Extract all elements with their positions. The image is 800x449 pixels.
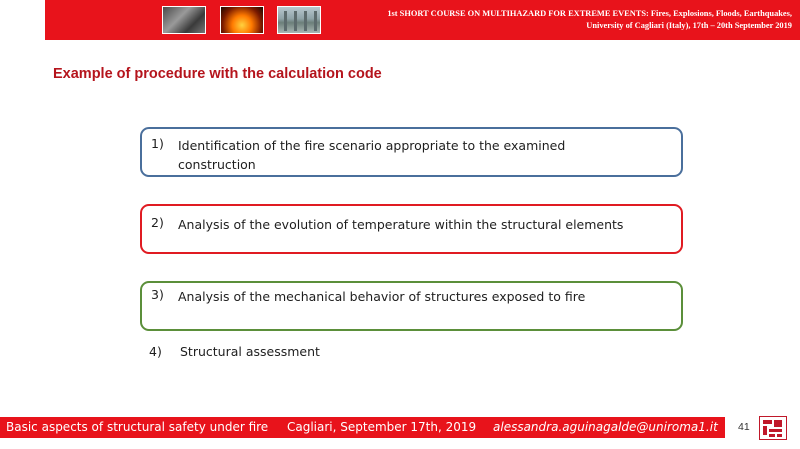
step-text: Identification of the fire scenario appropriate to the examined construction <box>178 138 566 172</box>
step-number: 3) <box>151 287 164 302</box>
wildfire-smoke-image <box>162 6 206 34</box>
step-number: 1) <box>151 136 164 151</box>
step-number: 4) <box>149 344 162 359</box>
step-box-2 <box>140 204 683 254</box>
footer-course-title: Basic aspects of structural safety under fire <box>6 420 269 434</box>
step-4 <box>149 344 320 359</box>
course-title-line-1: 1st SHORT COURSE ON MULTIHAZARD FOR EXTREME EVENTS: Fires, Explosions, Floods, Earthquakes, <box>387 9 792 18</box>
footer-email: alessandra.aguinagalde@uniroma1.it <box>493 420 718 434</box>
header-bar <box>45 0 800 40</box>
step-number: 2) <box>151 215 164 230</box>
page-number: 41 <box>738 421 750 433</box>
step-box-1 <box>140 127 683 177</box>
step-box-3 <box>140 281 683 331</box>
footer-date: Cagliari, September 17th, 2019 <box>287 420 477 434</box>
step-text: Analysis of the evolution of temperature within the structural elements <box>178 217 624 232</box>
footer-bar <box>0 417 725 438</box>
step-text: Analysis of the mechanical behavior of structures exposed to fire <box>178 289 586 304</box>
fire-image <box>220 6 264 34</box>
flood-image <box>277 6 321 34</box>
slide-title: Example of procedure with the calculation code <box>53 66 382 82</box>
course-title-line-2: University of Cagliari (Italy), 17th – 20th September 2019 <box>586 21 792 30</box>
university-logo-icon <box>759 416 787 440</box>
step-text: Structural assessment <box>180 344 320 359</box>
